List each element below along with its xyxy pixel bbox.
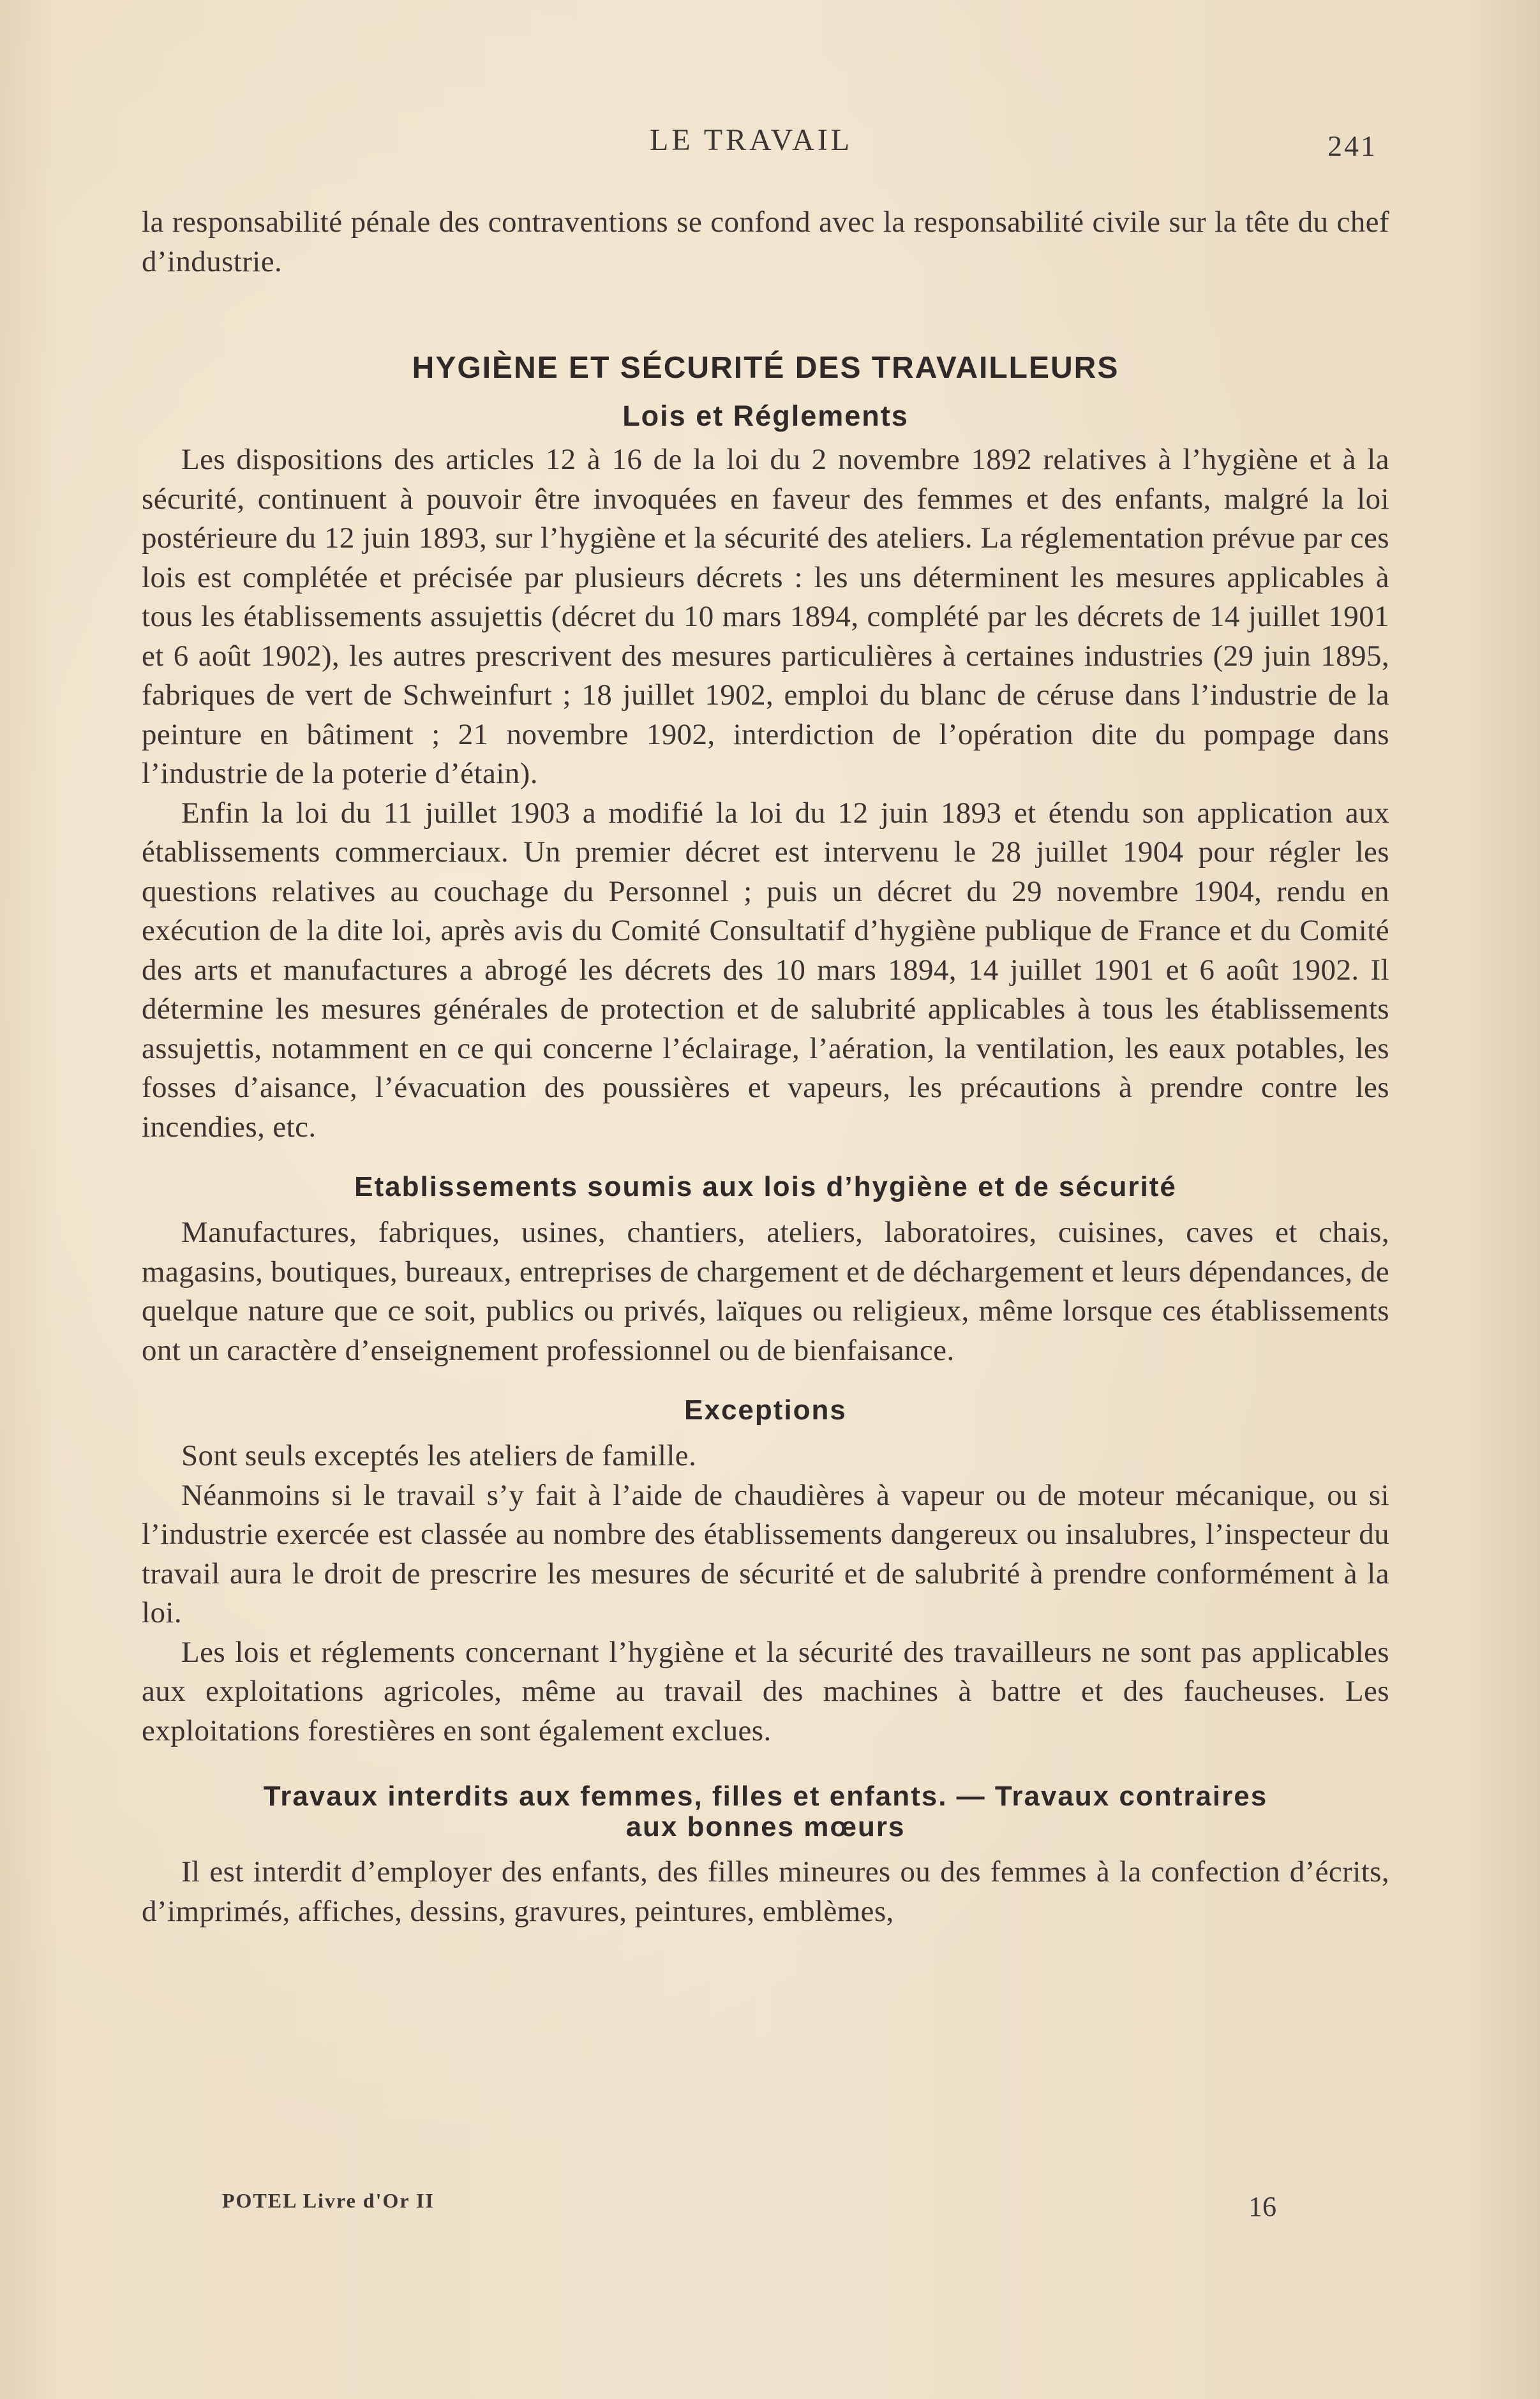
heading-etablissements: Etablissements soumis aux lois d’hygiène et de sécurité xyxy=(354,1171,1177,1202)
page-content xyxy=(142,203,1389,1931)
paragraph-continuation: la responsabilité pénale des contraventions se confond avec la responsabilité civile sur la tête du chef d’industrie. xyxy=(142,206,1389,278)
paragraph-neanmoins: Néanmoins si le travail s’y fait à l’aide de chaudières à vapeur ou de moteur mécanique, ou si l’industrie exercée est classée au nombre des établissements dangereux ou insalubres, l’inspecteur du travail aura le droit de prescrire les mesures de sécurité et de salubrité à prendre conformément à la loi. xyxy=(142,1478,1389,1629)
heading-hygiene-securite: HYGIÈNE ET SÉCURITÉ DES TRAVAILLEURS xyxy=(412,351,1119,385)
paragraph-loi-1903: Enfin la loi du 11 juillet 1903 a modifié la loi du 12 juin 1893 et étendu son application aux établissements commerciaux. Un premier décret est intervenu le 28 juillet 1904 pour régler les questions relatives au couchage du Personnel ; puis un décret du 29 novembre 1904, rendu en exécution de la dite loi, après avis du Comité Consultatif d’hygiène publique de France et du Comité des arts et manufactures a abrogé les décrets des 10 mars 1894, 14 juillet 1901 et 6 août 1902. Il détermine les mesures générales de protection et de salubrité applicables à tous les établissements assujettis, notamment en ce qui concerne l’éclairage, l’aération, la ventilation, les eaux potables, les fosses d’aisance, l’évacuation des poussières et vapeurs, les précautions à prendre contre les incendies, etc. xyxy=(142,796,1389,1144)
heading-travaux-line-1: Travaux interdits aux femmes, filles et enfants. — Travaux contraires xyxy=(263,1781,1268,1812)
running-title: LE TRAVAIL xyxy=(650,123,853,157)
heading-exceptions: Exceptions xyxy=(684,1394,847,1426)
page-number: 241 xyxy=(1327,130,1377,162)
paragraph-etablissements: Manufactures, fabriques, usines, chantiers, ateliers, laboratoires, cuisines, caves et chais, magasins, boutiques, bureaux, entreprises de chargement et de déchargement et leurs dépendances, de quelque nature que ce soit, publics ou privés, laïques ou religieux, même lorsque ces établissements ont un caractère d’enseignement professionnel ou de bienfaisance. xyxy=(142,1216,1389,1367)
heading-travaux-interdits xyxy=(142,1781,1389,1842)
paragraph-dispositions: Les dispositions des articles 12 à 16 de la loi du 2 novembre 1892 relatives à l’hygiène et à la sécurité, continuent à pouvoir être invoquées en faveur des femmes et des enfants, malgré la loi postérieure du 12 juin 1893, sur l’hygiène et la sécurité des ateliers. La réglementation prévue par ces lois est complétée et précisée par plusieurs décrets : les uns déterminent les mesures applicables à tous les établissements assujettis (décret du 10 mars 1894, complété par les décrets de 14 juillet 1901 et 6 août 1902), les autres prescrivent des mesures particulières à certaines industries (29 juin 1895, fabriques de vert de Schweinfurt ; 18 juillet 1902, emploi du blanc de céruse dans l’industrie de la peinture en bâtiment ; 21 novembre 1902, interdiction de l’opération dite du pompage dans l’industrie de la poterie d’étain). xyxy=(142,443,1389,790)
paragraph-ateliers-famille: Sont seuls exceptés les ateliers de famille. xyxy=(181,1439,697,1472)
footer-signature-mark: 16 xyxy=(1248,2191,1276,2222)
paragraph-exploitations-agricoles: Les lois et réglements concernant l’hygiène et la sécurité des travailleurs ne sont pas applicables aux exploitations agricoles, même au travail des machines à battre et des faucheuses. Les exploitations forestières en sont également exclues. xyxy=(142,1635,1389,1747)
paragraph-interdiction: Il est interdit d’employer des enfants, des filles mineures ou des femmes à la confection d’écrits, d’imprimés, affiches, dessins, gravures, peintures, emblèmes, xyxy=(142,1855,1389,1928)
footer-publisher: POTEL Livre d'Or II xyxy=(222,2189,435,2212)
heading-travaux-line-2: aux bonnes mœurs xyxy=(625,1811,906,1842)
heading-lois-reglements: Lois et Réglements xyxy=(622,400,909,432)
